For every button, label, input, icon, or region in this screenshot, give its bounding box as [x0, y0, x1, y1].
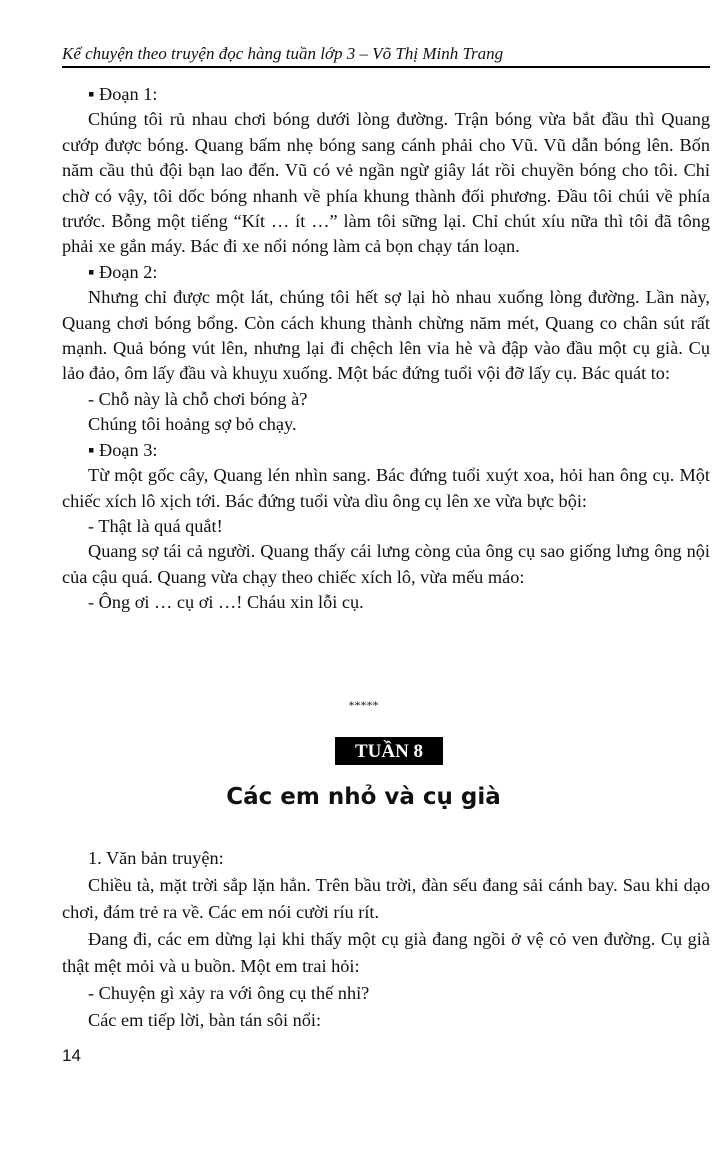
section-label: ▪ Đoạn 2:: [88, 261, 158, 282]
paragraph: Các em tiếp lời, bàn tán sôi nổi:: [88, 1010, 322, 1030]
paragraph: Nhưng chỉ được một lát, chúng tôi hết sợ lại hò nhau xuống lòng đường. Lần này, Quang chơi bóng bổng. Còn cách khung thành chừng năm mét, Quang co chân sút rất mạnh. Quả bóng vút lên, nhưng lại đi chệch lên vỉa hè và đập vào đầu một cụ già. Cụ lảo đảo, ôm lấy đầu và khuỵu xuống. Một bác đứng tuổi vội đỡ lấy cụ. Bác quát to:: [62, 287, 710, 384]
separator: *****: [348, 698, 379, 712]
dialogue: - Chỗ này là chỗ chơi bóng à?: [88, 388, 308, 409]
page-number: 14: [62, 1046, 81, 1065]
section-label: ▪ Đoạn 1:: [88, 84, 158, 104]
paragraph: Đang đi, các em dừng lại khi thấy một cụ già đang ngồi ở vệ cỏ ven đường. Cụ già thật mệt mỏi và u buồn. Một em trai hỏi:: [62, 929, 710, 976]
dialogue: - Thật là quá quắt!: [88, 515, 223, 536]
paragraph: Chiều tà, mặt trời sắp lặn hẳn. Trên bầu trời, đàn sếu đang sải cánh bay. Sau khi dạo chơi, đám trẻ ra về. Các em nói cười ríu rít.: [62, 875, 710, 922]
story-text: [62, 845, 710, 1034]
paragraph: Quang sợ tái cả người. Quang thấy cái lưng còng của ông cụ sao giống lưng ông nội của cậu quá. Quang vừa chạy theo chiếc xích lô, vừa mếu máo:: [62, 541, 710, 587]
paragraph: Chúng tôi hoảng sợ bỏ chạy.: [88, 414, 297, 435]
dialogue: - Chuyện gì xảy ra với ông cụ thế nhỉ?: [88, 983, 370, 1003]
week-badge: TUẦN 8: [335, 737, 443, 765]
running-header: Kể chuyện theo truyện đọc hàng tuần lớp 3 – Võ Thị Minh Trang: [62, 44, 710, 68]
section-label: ▪ Đoạn 3:: [88, 439, 158, 460]
story-title: Các em nhỏ và cụ già: [226, 784, 501, 810]
paragraph: Chúng tôi rủ nhau chơi bóng dưới lòng đường. Trận bóng vừa bắt đầu thì Quang cướp được bóng. Quang bấm nhẹ bóng sang cánh phải cho Vũ. Vũ dẫn bóng lên. Bốn năm cầu thủ đội bạn lao đến. Vũ có vẻ ngần ngừ giây lát rồi chuyền bóng cho tôi. Chỉ chờ có vậy, tôi dốc bóng nhanh về phía khung thành đối phương. Đầu tôi chúi về phía trước. Bỗng một tiếng “Kít … ít …” làm tôi sững lại. Chỉ chút xíu nữa thì tôi đã tông phải xe gắn máy. Bác đi xe nổi nóng làm cả bọn chạy tán loạn.: [62, 109, 710, 257]
section-heading: 1. Văn bản truyện:: [88, 848, 224, 868]
dialogue: - Ông ơi … cụ ơi …! Cháu xin lỗi cụ.: [88, 592, 364, 613]
story-excerpt: [62, 82, 710, 616]
paragraph: Từ một gốc cây, Quang lén nhìn sang. Bác đứng tuổi xuýt xoa, hỏi han ông cụ. Một chiếc xích lô xịch tới. Bác đứng tuổi vừa dìu ông cụ lên xe vừa bực bội:: [62, 465, 710, 511]
